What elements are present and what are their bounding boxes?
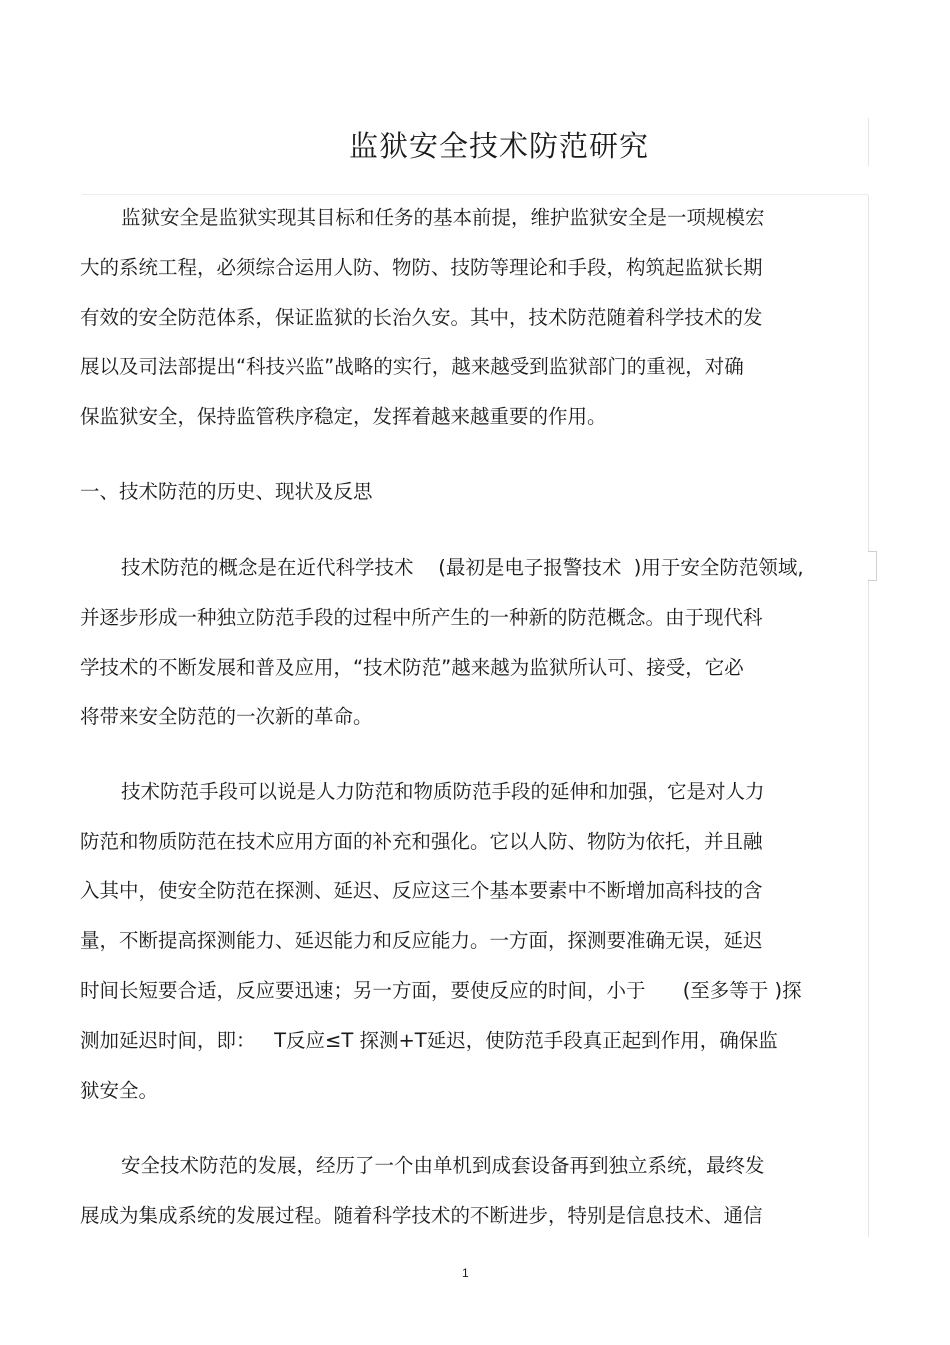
paragraph-line: 监狱安全是监狱实现其目标和任务的基本前提，维护监狱安全是一项规模宏	[121, 206, 765, 229]
paragraph-line: 安全技术防范的发展，经历了一个由单机到成套设备再到独立系统，最终发	[121, 1154, 765, 1177]
paragraph-line: 防范和物质防范在技术应用方面的补充和强化。它以人防、物防为依托，并且融	[80, 830, 763, 853]
paragraph-line: 展以及司法部提出“科技兴监”战略的实行，越来越受到监狱部门的重视，对确	[80, 355, 744, 378]
paragraph-line: 学技术的不断发展和普及应用，“技术防范”越来越为监狱所认可、接受，它必	[80, 656, 744, 679]
page-number: 1	[462, 1266, 469, 1280]
paragraph-line: 狱安全。	[80, 1079, 159, 1102]
paragraph-line: 量，不断提高探测能力、延迟能力和反应能力。一方面，探测要准确无误，延迟	[80, 929, 763, 952]
margin-rule	[868, 195, 869, 551]
paragraph-line: 有效的安全防范体系，保证监狱的长治久安。其中，技术防范随着科学技术的发	[80, 306, 763, 329]
paragraph-line: 测加延迟时间，即： T反应≤T 探测+T延迟，使防范手段真正起到作用，确保监	[80, 1029, 778, 1052]
document-title: 监狱安全技术防范研究	[349, 129, 650, 163]
paragraph-line: 时间长短要合适，反应要迅速；另一方面，要使反应的时间，小于 (至多等于 )探	[80, 979, 802, 1002]
section-heading: 一、技术防范的历史、现状及反思	[80, 480, 373, 503]
margin-rule	[868, 579, 869, 1237]
header-rule	[82, 194, 868, 195]
paragraph-line: 技术防范的概念是在近代科学技术 (最初是电子报警技术 )用于安全防范领域,	[121, 556, 804, 579]
paragraph-line: 展成为集成系统的发展过程。随着科学技术的不断进步，特别是信息技术、通信	[80, 1204, 763, 1227]
paragraph-line: 将带来安全防范的一次新的革命。	[80, 705, 373, 728]
paragraph-line: 技术防范手段可以说是人力防范和物质防范手段的延伸和加强，它是对人力	[121, 780, 765, 803]
paragraph-line: 大的系统工程，必须综合运用人防、物防、技防等理论和手段，构筑起监狱长期	[80, 256, 763, 279]
margin-rule	[868, 118, 869, 166]
paragraph-line: 入其中，使安全防范在探测、延迟、反应这三个基本要素中不断增加高科技的含	[80, 879, 763, 902]
paragraph-line: 保监狱安全，保持监管秩序稳定，发挥着越来越重要的作用。	[80, 405, 607, 428]
paragraph-line: 并逐步形成一种独立防范手段的过程中所产生的一种新的防范概念。由于现代科	[80, 606, 763, 629]
margin-bracket	[868, 551, 877, 581]
